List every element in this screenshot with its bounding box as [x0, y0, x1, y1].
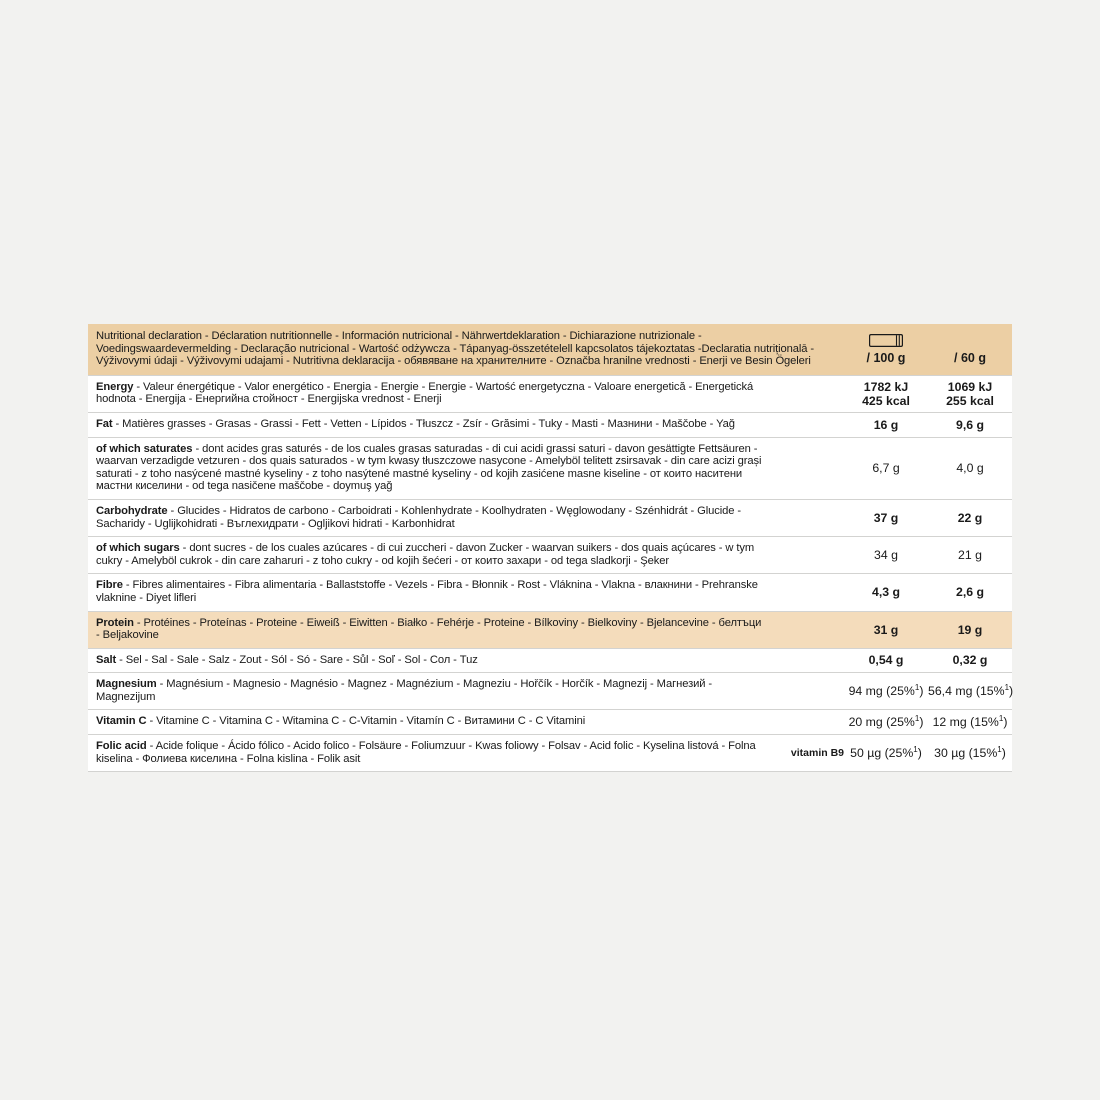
nutrient-label-text: Magnesium - Magnésium - Magnesio - Magnésio - Magnez - Magnézium - Magneziu - Hořčík - Horčík - Magnezij - Магнезий - Magnezijum — [96, 678, 713, 703]
value-per-100g: 16 g — [844, 412, 928, 437]
nutrient-label-text: Carbohydrate - Glucides - Hidratos de carbono - Carboidrati - Kohlenhydrate - Koolhydraten - Węglowodany - Szénhidrát - Glucide - Sacharidy - Uglijkohidrati - Въглехидрати - Ogljikovi hidrati - Karbonhidrat — [96, 504, 741, 530]
nutrient-label-cell — [88, 611, 772, 648]
declaration-languages-cell — [88, 324, 844, 375]
vitamin-code-cell: vitamin B9 — [772, 735, 844, 772]
nutrient-label-cell — [88, 412, 772, 437]
table-row — [88, 537, 1012, 574]
table-row — [88, 673, 1012, 710]
header-per-60g-label: / 60 g — [954, 350, 986, 365]
nutrient-label-text: Folic acid - Acide folique - Ácido fólico - Acido folico - Folsäure - Foliumzuur - Kwas foliowy - Folsav - Acid folic - Kyselina listová - Folna kiselina - Фолиева киселина - Folna kislina - Folik asit — [96, 740, 756, 765]
header-per-100g-label: / 100 g — [866, 350, 906, 365]
value-per-60g: 9,6 g — [928, 412, 1012, 437]
table-row — [88, 412, 1012, 437]
nutrient-label-text: Salt - Sel - Sal - Sale - Salz - Zout - Sól - Só - Sare - Sůl - Soľ - Sol - Сол - Tuz — [96, 653, 478, 666]
value-per-60g: 2,6 g — [928, 574, 1012, 611]
nutrient-label-cell — [88, 648, 772, 673]
value-per-60g: 30 µg (15%$^1$) — [928, 735, 1012, 772]
header-per-60g — [928, 324, 1012, 375]
vitamin-code-cell — [772, 673, 844, 710]
nutrition-declaration-table — [88, 324, 1012, 772]
value-per-100g: 31 g — [844, 611, 928, 648]
vitamin-code-cell — [772, 648, 844, 673]
table-row — [88, 735, 1012, 772]
value-per-100g: 94 mg (25%$^1$) — [844, 673, 928, 710]
value-per-60g: 1069 kJ 255 kcal — [928, 375, 1012, 412]
table-row — [88, 499, 1012, 536]
cereal-bar-icon — [869, 334, 903, 347]
nutrient-label-text: Vitamin C - Vitamine C - Vitamina C - Witamina C - C-Vitamin - Vitamín C - Витамини C - C Vitamini — [96, 715, 586, 728]
vitamin-code-cell — [772, 375, 844, 412]
value-per-100g: 4,3 g — [844, 574, 928, 611]
nutrient-label-cell — [88, 710, 772, 735]
nutrient-label-text: of which sugars - dont sucres - de los cuales azúcares - di cui zuccheri - davon Zucker - waarvan suikers - dos quais açúcares - w tym cukry - Amelyböl cukrok - din care zaharuri - z toho cukry - od kojih šećeri - от които захари - od tega sladkorji - Şeker — [96, 542, 755, 567]
value-per-60g: 19 g — [928, 611, 1012, 648]
value-per-100g: 0,54 g — [844, 648, 928, 673]
nutrient-label-text: Fat - Matières grasses - Grasas - Grassi - Fett - Vetten - Lípidos - Tłuszcz - Zsír - Grăsimi - Tuky - Masti - Мазнини - Maščobe - Yağ — [96, 417, 735, 430]
table-row — [88, 648, 1012, 673]
nutrient-label-cell — [88, 673, 772, 710]
vitamin-code-cell — [772, 537, 844, 574]
value-per-60g: 4,0 g — [928, 437, 1012, 499]
nutrient-label-text: of which saturates - dont acides gras saturés - de los cuales grasas saturadas - di cui acidi grassi saturi - davon gesättigte Fettsäuren - waarvan verzadigde vetzuren - dos quais saturados - w tym kwasy tłuszczowe nasycone - Amelyböl telitett zsirsavak - din care acizi grași saturati - z toho nasýcené mastné kyseliny - z toho nasýtené mastné kyseliny - od kojih zasićene masne kiseline - от които наситени мастни киселини - od tega nasičene maščobe - doymuş yağ — [96, 442, 762, 493]
value-per-100g: 34 g — [844, 537, 928, 574]
value-per-100g: 20 mg (25%$^1$) — [844, 710, 928, 735]
vitamin-code-cell — [772, 412, 844, 437]
value-per-100g: 50 µg (25%$^1$) — [844, 735, 928, 772]
table-row — [88, 375, 1012, 412]
nutrient-label-cell — [88, 375, 772, 412]
value-per-100g: 6,7 g — [844, 437, 928, 499]
vitamin-code-cell — [772, 574, 844, 611]
table-header-row — [88, 324, 1012, 375]
vitamin-code-cell — [772, 499, 844, 536]
nutrient-label-text: Protein - Protéines - Proteínas - Proteine - Eiweiß - Eiwitten - Białko - Fehérje - Proteine - Bílkoviny - Bielkoviny - Bjelancevine - белтъци - Beljakovine — [96, 616, 762, 642]
header-per-100g — [844, 324, 928, 375]
value-per-100g: 37 g — [844, 499, 928, 536]
nutrient-label-text: Fibre - Fibres alimentaires - Fibra alimentaria - Ballaststoffe - Vezels - Fibra - Błonnik - Rost - Vláknina - Vlakna - влакнини - Prehranske vlaknine - Diyet lifleri — [96, 579, 758, 604]
vitamin-code-cell — [772, 710, 844, 735]
nutrient-label-text: Energy - Valeur énergétique - Valor energético - Energia - Energie - Energie - Wartość energetyczna - Valoare energetică - Energetická hodnota - Energija - Енергийна стойност - Energijska vrednost - Enerji — [96, 380, 754, 406]
value-per-60g: 56,4 mg (15%$^1$) — [928, 673, 1012, 710]
nutrient-label-cell — [88, 574, 772, 611]
nutrition-table-container — [88, 324, 1012, 772]
nutrient-label-cell — [88, 735, 772, 772]
table-row — [88, 710, 1012, 735]
value-per-60g: 21 g — [928, 537, 1012, 574]
vitamin-code-cell — [772, 611, 844, 648]
value-per-60g: 22 g — [928, 499, 1012, 536]
value-per-60g: 0,32 g — [928, 648, 1012, 673]
nutrient-label-cell — [88, 437, 772, 499]
nutrient-label-cell — [88, 537, 772, 574]
table-row — [88, 611, 1012, 648]
table-row — [88, 574, 1012, 611]
value-per-100g: 1782 kJ 425 kcal — [844, 375, 928, 412]
vitamin-code-cell — [772, 437, 844, 499]
table-row — [88, 437, 1012, 499]
value-per-60g: 12 mg (15%$^1$) — [928, 710, 1012, 735]
nutrient-label-cell — [88, 499, 772, 536]
table-body — [88, 324, 1012, 772]
declaration-languages-text: Nutritional declaration - Déclaration nutritionnelle - Información nutricional - Nährwertdeklaration - Dichiarazione nutrizionale - Voedingswaardevermelding - Declaração nutricional - Wartość odżywcza - Tápanyag-összetételell kapcsolatos tájekoztatas -Declaratia nutriționalā - Výživovymi údaji - Výživovymi udajami - Nutritivna deklaracija - обявяване на хранителните - Označba hranilne vrednosti - Enerji ve Besin Ögeleri — [96, 330, 815, 368]
